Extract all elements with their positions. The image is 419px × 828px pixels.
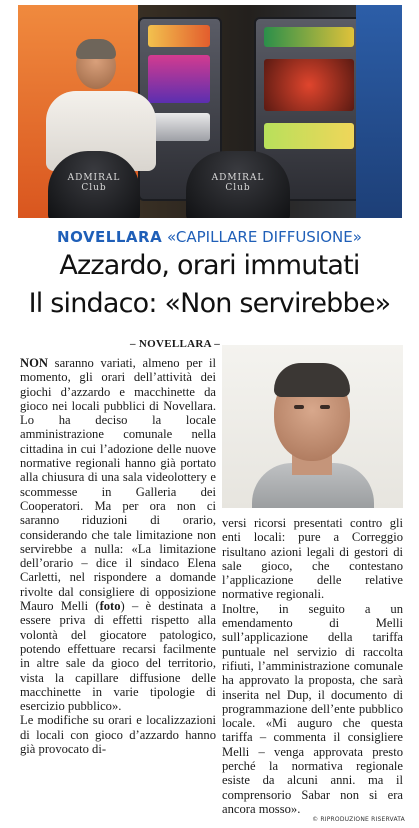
- blue-side-panel: [356, 5, 402, 218]
- article-kicker: [0, 228, 419, 246]
- column-1-paragraph-2: Le modifiche su orari e localizzazioni di locali con gioco d’azzardo hanno già provocato di-: [20, 713, 216, 757]
- article-photo-slot-machines: [18, 5, 402, 218]
- copyright-notice: © RIPRODUZIONE RISERVATA: [312, 816, 405, 823]
- player-hair: [76, 39, 116, 59]
- article-column-2: [222, 516, 403, 816]
- chair-logo-right: ADMIRAL Club: [211, 173, 265, 193]
- column-2-paragraph-2: Inoltre, in seguito a un emendamento di Melli sull’applicazione della tariffa puntuale nel servizio di raccolta rifiuti, l’amministrazione comunale ha approvato la proposta, che sarà inserita nel Dup, il documento di programmazione dell’ente pubblico locale. «Mi auguro che questa tariffa – commenta il consigliere Melli – venga approvata presto perché la normativa regionale esiste da alcuni anni. ma il comprensorio Sabar non si era ancora mosso».: [222, 601, 403, 816]
- chair-left: [48, 151, 140, 218]
- article-column-1: [20, 356, 216, 756]
- portrait-photo-mauro-melli: [222, 345, 403, 508]
- portrait-hair: [274, 363, 350, 397]
- chair-logo-left: ADMIRAL Club: [67, 173, 121, 193]
- headline-line-2: Il sindaco: «Non servirebbe»: [28, 288, 391, 319]
- column-1-paragraph-1: [20, 356, 216, 713]
- lead-word: NON: [20, 356, 48, 370]
- chair-right: [186, 151, 290, 218]
- byline: – NOVELLARA –: [130, 338, 221, 350]
- portrait-eye-right: [320, 405, 330, 409]
- portrait-eye-left: [294, 405, 304, 409]
- kicker-place: NOVELLARA: [57, 228, 163, 246]
- column-1-text-continued: ) – è destinata a essere priva di effetti rispetto alla volontà del giocatore patologico, potendo effettuare recarsi facilmente in altre sale da gioco del territorio, vista la capillare diffusione delle macchinette in varie tipologie di esercizio pubblico».: [20, 599, 216, 714]
- foto-reference: foto: [99, 599, 121, 614]
- headline-line-1: Azzardo, orari immutati: [59, 250, 360, 281]
- kicker-topic: «CAPILLARE DIFFUSIONE»: [166, 228, 362, 246]
- column-2-paragraph-1: versi ricorsi presentati contro gli enti locali: pure a Correggio risultano azioni legali di gestori di sale gioco, che contestano l’applicazione delle relative normative regionali.: [222, 516, 403, 602]
- column-1-text: saranno variati, almeno per il momento, gli orari dell’attività dei giochi d’azzardo e macchinette da gioco nei locali pubblici di Novellara. Lo ha deciso la locale amministrazione comunale nella cittadina in cui l’adozione delle nuove normative regionali hanno già portato alla chiusura di una sala videolottery e scommesse in Galleria dei Cooperatori. Ma per ora non ci saranno riduzioni di orario, considerando che tale limitazione non servirebbe a nulla: «La limitazione dell’orario – dice il sindaco Elena Carletti, nel rispondere a domande rivolte dal consigliere di opposizione Mauro Melli (: [20, 356, 216, 614]
